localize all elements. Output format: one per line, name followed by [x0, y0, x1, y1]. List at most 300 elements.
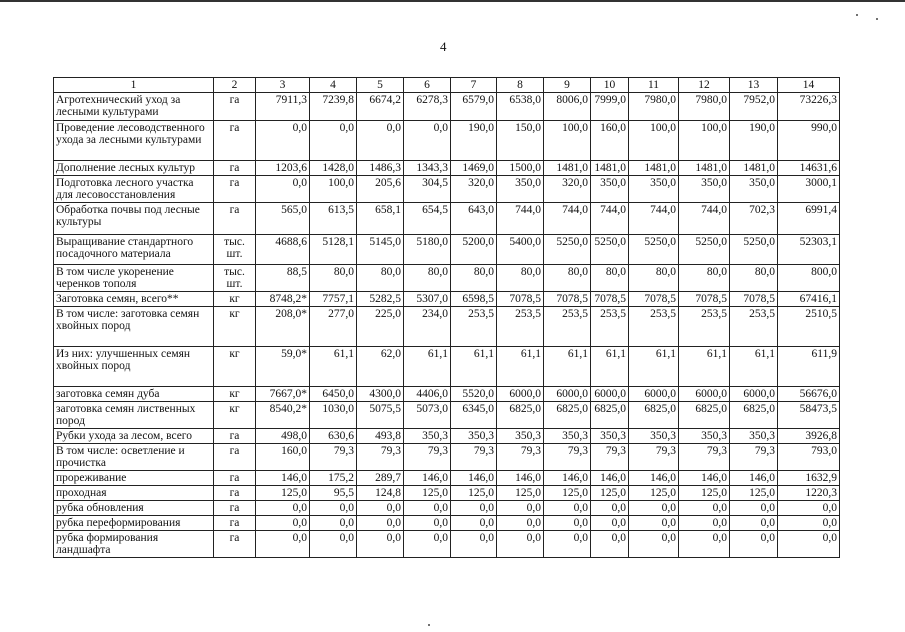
- column-number-row: [54, 78, 840, 93]
- value-cell: 350,0: [679, 176, 730, 203]
- value-cell: 0,0: [679, 531, 730, 558]
- activity-name: Проведение лесоводственного ухода за лесными культурами: [54, 121, 214, 161]
- value-cell: 146,0: [679, 471, 730, 486]
- value-cell: 3926,8: [778, 429, 840, 444]
- unit-cell: га: [214, 471, 256, 486]
- value-cell: 8748,2*: [256, 292, 310, 307]
- column-number-11: 11: [629, 78, 679, 93]
- unit-cell: кг: [214, 307, 256, 347]
- value-cell: 124,8: [357, 486, 404, 501]
- scan-speck: [876, 18, 878, 20]
- value-cell: 304,5: [404, 176, 451, 203]
- value-cell: 146,0: [256, 471, 310, 486]
- value-cell: 160,0: [591, 121, 629, 161]
- value-cell: 100,0: [310, 176, 357, 203]
- table-row: [54, 347, 840, 387]
- value-cell: 0,0: [591, 501, 629, 516]
- column-number-7: 7: [451, 78, 497, 93]
- value-cell: 0,0: [357, 121, 404, 161]
- value-cell: 0,0: [778, 501, 840, 516]
- forest-works-table: [53, 77, 840, 558]
- value-cell: 253,5: [451, 307, 497, 347]
- unit-cell: га: [214, 531, 256, 558]
- value-cell: 59,0*: [256, 347, 310, 387]
- value-cell: 7911,3: [256, 93, 310, 121]
- value-cell: 0,0: [310, 121, 357, 161]
- value-cell: 160,0: [256, 444, 310, 471]
- value-cell: 1486,3: [357, 161, 404, 176]
- value-cell: 320,0: [544, 176, 591, 203]
- value-cell: 0,0: [629, 516, 679, 531]
- value-cell: 0,0: [357, 531, 404, 558]
- unit-cell: га: [214, 429, 256, 444]
- value-cell: 58473,5: [778, 402, 840, 429]
- value-cell: 73226,3: [778, 93, 840, 121]
- value-cell: 565,0: [256, 203, 310, 235]
- value-cell: 5400,0: [497, 235, 544, 265]
- value-cell: 5250,0: [544, 235, 591, 265]
- value-cell: 289,7: [357, 471, 404, 486]
- value-cell: 6598,5: [451, 292, 497, 307]
- value-cell: 7078,5: [497, 292, 544, 307]
- scan-speck: [428, 624, 430, 626]
- value-cell: 0,0: [544, 531, 591, 558]
- value-cell: 253,5: [629, 307, 679, 347]
- value-cell: 95,5: [310, 486, 357, 501]
- column-number-12: 12: [679, 78, 730, 93]
- activity-name: В том числе укоренение черенков тополя: [54, 265, 214, 292]
- value-cell: 4688,6: [256, 235, 310, 265]
- unit-cell: га: [214, 444, 256, 471]
- value-cell: 744,0: [629, 203, 679, 235]
- value-cell: 350,0: [629, 176, 679, 203]
- value-cell: 67416,1: [778, 292, 840, 307]
- value-cell: 5200,0: [451, 235, 497, 265]
- value-cell: 0,0: [778, 531, 840, 558]
- value-cell: 0,0: [256, 516, 310, 531]
- value-cell: 6991,4: [778, 203, 840, 235]
- value-cell: 61,1: [404, 347, 451, 387]
- value-cell: 1428,0: [310, 161, 357, 176]
- value-cell: 0,0: [256, 176, 310, 203]
- value-cell: 8540,2*: [256, 402, 310, 429]
- value-cell: 350,3: [497, 429, 544, 444]
- value-cell: 7757,1: [310, 292, 357, 307]
- value-cell: 61,1: [451, 347, 497, 387]
- value-cell: 0,0: [497, 516, 544, 531]
- value-cell: 1632,9: [778, 471, 840, 486]
- value-cell: 79,3: [629, 444, 679, 471]
- value-cell: 79,3: [591, 444, 629, 471]
- value-cell: 7667,0*: [256, 387, 310, 402]
- value-cell: 0,0: [256, 531, 310, 558]
- value-cell: 6345,0: [451, 402, 497, 429]
- table-row: [54, 429, 840, 444]
- value-cell: 7999,0: [591, 93, 629, 121]
- value-cell: 80,0: [404, 265, 451, 292]
- table-row: [54, 516, 840, 531]
- value-cell: 125,0: [544, 486, 591, 501]
- value-cell: 6825,0: [679, 402, 730, 429]
- column-number-4: 4: [310, 78, 357, 93]
- activity-name: рубка переформирования: [54, 516, 214, 531]
- value-cell: 253,5: [544, 307, 591, 347]
- activity-name: Подготовка лесного участка для лесовосстановления: [54, 176, 214, 203]
- unit-cell: га: [214, 203, 256, 235]
- activity-name: прореживание: [54, 471, 214, 486]
- value-cell: 61,1: [310, 347, 357, 387]
- value-cell: 5075,5: [357, 402, 404, 429]
- value-cell: 654,5: [404, 203, 451, 235]
- value-cell: 6825,0: [730, 402, 778, 429]
- value-cell: 6825,0: [497, 402, 544, 429]
- value-cell: 61,1: [497, 347, 544, 387]
- value-cell: 61,1: [730, 347, 778, 387]
- value-cell: 0,0: [451, 501, 497, 516]
- value-cell: 61,1: [629, 347, 679, 387]
- value-cell: 0,0: [404, 516, 451, 531]
- value-cell: 190,0: [730, 121, 778, 161]
- value-cell: 125,0: [679, 486, 730, 501]
- value-cell: 6538,0: [497, 93, 544, 121]
- value-cell: 0,0: [730, 501, 778, 516]
- value-cell: 7078,5: [544, 292, 591, 307]
- value-cell: 6579,0: [451, 93, 497, 121]
- value-cell: 0,0: [451, 516, 497, 531]
- unit-cell: тыс. шт.: [214, 265, 256, 292]
- value-cell: 6000,0: [679, 387, 730, 402]
- value-cell: 1481,0: [544, 161, 591, 176]
- value-cell: 0,0: [310, 531, 357, 558]
- value-cell: 79,3: [730, 444, 778, 471]
- value-cell: 1481,0: [591, 161, 629, 176]
- column-number-1: 1: [54, 78, 214, 93]
- value-cell: 61,1: [591, 347, 629, 387]
- value-cell: 350,3: [451, 429, 497, 444]
- value-cell: 1343,3: [404, 161, 451, 176]
- value-cell: 5128,1: [310, 235, 357, 265]
- value-cell: 125,0: [629, 486, 679, 501]
- value-cell: 800,0: [778, 265, 840, 292]
- page-number: 4: [440, 39, 447, 54]
- activity-name: проходная: [54, 486, 214, 501]
- top-border-line: [0, 0, 905, 2]
- value-cell: 146,0: [629, 471, 679, 486]
- table-row: [54, 471, 840, 486]
- value-cell: 3000,1: [778, 176, 840, 203]
- table-row: [54, 121, 840, 161]
- unit-cell: га: [214, 121, 256, 161]
- value-cell: 350,0: [730, 176, 778, 203]
- value-cell: 253,5: [591, 307, 629, 347]
- unit-cell: кг: [214, 402, 256, 429]
- value-cell: 350,3: [591, 429, 629, 444]
- table-row: [54, 402, 840, 429]
- value-cell: 146,0: [591, 471, 629, 486]
- value-cell: 0,0: [357, 516, 404, 531]
- value-cell: 5250,0: [679, 235, 730, 265]
- activity-name: заготовка семян дуба: [54, 387, 214, 402]
- value-cell: 125,0: [404, 486, 451, 501]
- value-cell: 7980,0: [679, 93, 730, 121]
- value-cell: 14631,6: [778, 161, 840, 176]
- activity-name: Обработка почвы под лесные культуры: [54, 203, 214, 235]
- value-cell: 80,0: [310, 265, 357, 292]
- value-cell: 80,0: [497, 265, 544, 292]
- table-row: [54, 235, 840, 265]
- value-cell: 5250,0: [730, 235, 778, 265]
- activity-name: Заготовка семян, всего**: [54, 292, 214, 307]
- table-row: [54, 501, 840, 516]
- value-cell: 0,0: [497, 501, 544, 516]
- value-cell: 350,3: [629, 429, 679, 444]
- value-cell: 702,3: [730, 203, 778, 235]
- value-cell: 0,0: [404, 531, 451, 558]
- value-cell: 320,0: [451, 176, 497, 203]
- value-cell: 6825,0: [544, 402, 591, 429]
- column-number-9: 9: [544, 78, 591, 93]
- value-cell: 79,3: [451, 444, 497, 471]
- value-cell: 6000,0: [544, 387, 591, 402]
- value-cell: 100,0: [629, 121, 679, 161]
- value-cell: 79,3: [357, 444, 404, 471]
- table-row: [54, 265, 840, 292]
- unit-cell: га: [214, 516, 256, 531]
- value-cell: 253,5: [497, 307, 544, 347]
- value-cell: 61,1: [679, 347, 730, 387]
- value-cell: 253,5: [730, 307, 778, 347]
- value-cell: 146,0: [451, 471, 497, 486]
- value-cell: 7239,8: [310, 93, 357, 121]
- value-cell: 1500,0: [497, 161, 544, 176]
- value-cell: 5282,5: [357, 292, 404, 307]
- value-cell: 630,6: [310, 429, 357, 444]
- column-number-14: 14: [778, 78, 840, 93]
- value-cell: 125,0: [497, 486, 544, 501]
- value-cell: 0,0: [629, 531, 679, 558]
- value-cell: 0,0: [730, 531, 778, 558]
- unit-cell: кг: [214, 292, 256, 307]
- value-cell: 7078,5: [591, 292, 629, 307]
- value-cell: 1469,0: [451, 161, 497, 176]
- table-row: [54, 307, 840, 347]
- value-cell: 100,0: [544, 121, 591, 161]
- value-cell: 6674,2: [357, 93, 404, 121]
- value-cell: 146,0: [404, 471, 451, 486]
- value-cell: 744,0: [679, 203, 730, 235]
- value-cell: 205,6: [357, 176, 404, 203]
- table-row: [54, 531, 840, 558]
- value-cell: 0,0: [544, 516, 591, 531]
- value-cell: 350,3: [679, 429, 730, 444]
- value-cell: 80,0: [357, 265, 404, 292]
- activity-name: Агротехнический уход за лесными культурами: [54, 93, 214, 121]
- value-cell: 100,0: [679, 121, 730, 161]
- value-cell: 4300,0: [357, 387, 404, 402]
- value-cell: 79,3: [544, 444, 591, 471]
- value-cell: 146,0: [497, 471, 544, 486]
- activity-name: В том числе: осветление и прочистка: [54, 444, 214, 471]
- value-cell: 0,0: [451, 531, 497, 558]
- value-cell: 125,0: [591, 486, 629, 501]
- value-cell: 125,0: [451, 486, 497, 501]
- value-cell: 611,9: [778, 347, 840, 387]
- value-cell: 150,0: [497, 121, 544, 161]
- value-cell: 52303,1: [778, 235, 840, 265]
- value-cell: 1203,6: [256, 161, 310, 176]
- value-cell: 643,0: [451, 203, 497, 235]
- value-cell: 1481,0: [629, 161, 679, 176]
- value-cell: 6450,0: [310, 387, 357, 402]
- value-cell: 6278,3: [404, 93, 451, 121]
- value-cell: 0,0: [591, 531, 629, 558]
- value-cell: 79,3: [310, 444, 357, 471]
- value-cell: 0,0: [256, 501, 310, 516]
- value-cell: 350,3: [730, 429, 778, 444]
- value-cell: 1481,0: [679, 161, 730, 176]
- scan-speck: [856, 14, 858, 16]
- value-cell: 493,8: [357, 429, 404, 444]
- activity-name: рубка формирования ландшафта: [54, 531, 214, 558]
- value-cell: 5250,0: [591, 235, 629, 265]
- value-cell: 5520,0: [451, 387, 497, 402]
- table-row: [54, 203, 840, 235]
- value-cell: 253,5: [679, 307, 730, 347]
- value-cell: 0,0: [730, 516, 778, 531]
- value-cell: 498,0: [256, 429, 310, 444]
- value-cell: 7078,5: [629, 292, 679, 307]
- value-cell: 79,3: [497, 444, 544, 471]
- value-cell: 0,0: [256, 121, 310, 161]
- unit-cell: га: [214, 176, 256, 203]
- table-row: [54, 93, 840, 121]
- table-row: [54, 176, 840, 203]
- value-cell: 7952,0: [730, 93, 778, 121]
- value-cell: 0,0: [404, 121, 451, 161]
- value-cell: 277,0: [310, 307, 357, 347]
- value-cell: 79,3: [679, 444, 730, 471]
- value-cell: 190,0: [451, 121, 497, 161]
- value-cell: 350,0: [591, 176, 629, 203]
- value-cell: 2510,5: [778, 307, 840, 347]
- value-cell: 6000,0: [730, 387, 778, 402]
- value-cell: 125,0: [730, 486, 778, 501]
- value-cell: 0,0: [629, 501, 679, 516]
- value-cell: 5145,0: [357, 235, 404, 265]
- value-cell: 7078,5: [679, 292, 730, 307]
- unit-cell: га: [214, 486, 256, 501]
- value-cell: 0,0: [404, 501, 451, 516]
- value-cell: 0,0: [497, 531, 544, 558]
- value-cell: 8006,0: [544, 93, 591, 121]
- unit-cell: га: [214, 501, 256, 516]
- activity-name: Дополнение лесных культур: [54, 161, 214, 176]
- table-row: [54, 387, 840, 402]
- value-cell: 208,0*: [256, 307, 310, 347]
- value-cell: 80,0: [679, 265, 730, 292]
- value-cell: 175,2: [310, 471, 357, 486]
- value-cell: 0,0: [310, 501, 357, 516]
- activity-name: рубка обновления: [54, 501, 214, 516]
- value-cell: 5073,0: [404, 402, 451, 429]
- value-cell: 146,0: [730, 471, 778, 486]
- table-row: [54, 292, 840, 307]
- value-cell: 5307,0: [404, 292, 451, 307]
- value-cell: 88,5: [256, 265, 310, 292]
- value-cell: 0,0: [679, 516, 730, 531]
- activity-name: заготовка семян лиственных пород: [54, 402, 214, 429]
- value-cell: 0,0: [679, 501, 730, 516]
- value-cell: 350,3: [544, 429, 591, 444]
- value-cell: 350,0: [497, 176, 544, 203]
- unit-cell: кг: [214, 387, 256, 402]
- value-cell: 0,0: [357, 501, 404, 516]
- value-cell: 350,3: [404, 429, 451, 444]
- value-cell: 125,0: [256, 486, 310, 501]
- unit-cell: кг: [214, 347, 256, 387]
- column-number-13: 13: [730, 78, 778, 93]
- value-cell: 5180,0: [404, 235, 451, 265]
- table-row: [54, 161, 840, 176]
- value-cell: 613,5: [310, 203, 357, 235]
- unit-cell: га: [214, 161, 256, 176]
- value-cell: 1030,0: [310, 402, 357, 429]
- activity-name: В том числе: заготовка семян хвойных пород: [54, 307, 214, 347]
- value-cell: 61,1: [544, 347, 591, 387]
- value-cell: 0,0: [591, 516, 629, 531]
- column-number-10: 10: [591, 78, 629, 93]
- value-cell: 0,0: [778, 516, 840, 531]
- value-cell: 0,0: [544, 501, 591, 516]
- value-cell: 80,0: [544, 265, 591, 292]
- unit-cell: га: [214, 93, 256, 121]
- value-cell: 744,0: [497, 203, 544, 235]
- value-cell: 6825,0: [629, 402, 679, 429]
- column-number-6: 6: [404, 78, 451, 93]
- value-cell: 744,0: [591, 203, 629, 235]
- table-row: [54, 486, 840, 501]
- value-cell: 7980,0: [629, 93, 679, 121]
- value-cell: 56676,0: [778, 387, 840, 402]
- value-cell: 990,0: [778, 121, 840, 161]
- unit-cell: тыс. шт.: [214, 235, 256, 265]
- value-cell: 80,0: [730, 265, 778, 292]
- value-cell: 5250,0: [629, 235, 679, 265]
- value-cell: 80,0: [451, 265, 497, 292]
- value-cell: 1220,3: [778, 486, 840, 501]
- value-cell: 62,0: [357, 347, 404, 387]
- value-cell: 1481,0: [730, 161, 778, 176]
- value-cell: 744,0: [544, 203, 591, 235]
- value-cell: 658,1: [357, 203, 404, 235]
- value-cell: 6825,0: [591, 402, 629, 429]
- value-cell: 146,0: [544, 471, 591, 486]
- value-cell: 6000,0: [629, 387, 679, 402]
- value-cell: 7078,5: [730, 292, 778, 307]
- value-cell: 80,0: [591, 265, 629, 292]
- table-row: [54, 444, 840, 471]
- column-number-5: 5: [357, 78, 404, 93]
- value-cell: 79,3: [404, 444, 451, 471]
- column-number-3: 3: [256, 78, 310, 93]
- activity-name: Из них: улучшенных семян хвойных пород: [54, 347, 214, 387]
- value-cell: 4406,0: [404, 387, 451, 402]
- activity-name: Рубки ухода за лесом, всего: [54, 429, 214, 444]
- column-number-2: 2: [214, 78, 256, 93]
- column-number-8: 8: [497, 78, 544, 93]
- value-cell: 793,0: [778, 444, 840, 471]
- value-cell: 234,0: [404, 307, 451, 347]
